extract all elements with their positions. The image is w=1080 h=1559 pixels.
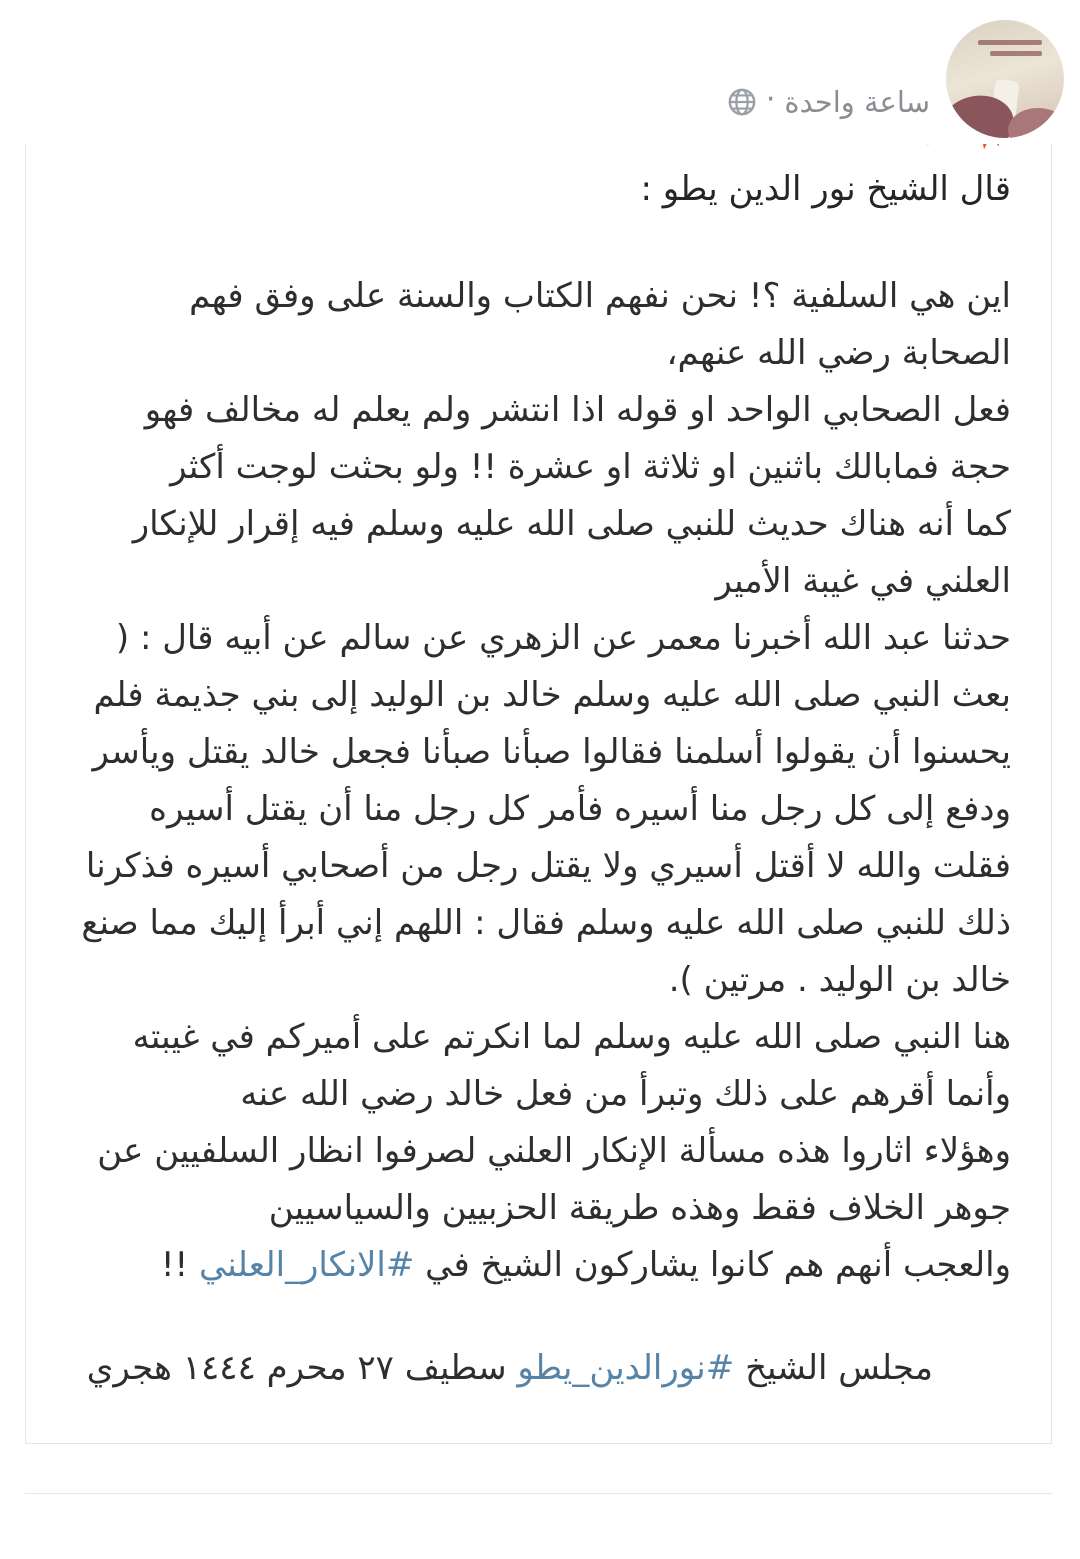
post-hashtag-line xyxy=(78,1237,1011,1294)
next-post-card-edge xyxy=(25,1493,1052,1504)
post-header xyxy=(0,72,1080,144)
post-intro-line: قال الشيخ نور الدين يطو : xyxy=(640,169,1011,209)
avatar-detail xyxy=(978,40,1042,45)
post-footer-line xyxy=(78,1340,1011,1397)
meta-separator: · xyxy=(765,82,776,117)
avatar-detail xyxy=(990,51,1042,56)
avatar-detail xyxy=(1008,108,1064,138)
post-body xyxy=(78,268,1011,1397)
hashtag-link[interactable]: #الانكار_العلني xyxy=(198,1245,415,1285)
post-timestamp[interactable]: ساعة واحدة xyxy=(784,85,930,119)
post-meta xyxy=(727,82,930,122)
hashtag-link[interactable]: #نورالدين_يطو xyxy=(517,1348,735,1388)
post-paragraph: وهؤلاء اثاروا هذه مسألة الإنكار العلني لصرفوا انظار السلفيين عن جوهر الخلاف فقط وهذه طريقة الحزبيين والسياسيين xyxy=(97,1131,1011,1228)
footer-text: مجلس الشيخ xyxy=(734,1348,933,1388)
profile-avatar[interactable] xyxy=(946,20,1064,138)
hashtag-line-text: والعجب أنهم هم كانوا يشاركون الشيخ في xyxy=(414,1245,1011,1285)
post-paragraph: كما أنه هناك حديث للنبي صلى الله عليه وسلم فيه إقرار للإنكار العلني في غيبة الأمير xyxy=(132,504,1011,601)
hashtag-line-suffix: !! xyxy=(160,1245,199,1285)
post-card xyxy=(25,72,1052,1444)
footer-suffix: سطيف ٢٧ محرم ١٤٤٤ هجري xyxy=(86,1348,518,1388)
post-paragraph: هنا النبي صلى الله عليه وسلم لما انكرتم على أميركم في غيبته وأنما أقرهم على ذلك وتبرأ من فعل خالد رضي الله عنه xyxy=(132,1017,1011,1114)
globe-privacy-icon xyxy=(727,87,757,117)
post-paragraph: فعل الصحابي الواحد او قوله اذا انتشر ولم يعلم له مخالف فهو حجة فمابالك باثنين او ثلاثة او عشرة !! ولو بحثت لوجت أكثر xyxy=(144,390,1011,487)
post-paragraph: حدثنا عبد الله أخبرنا معمر عن الزهري عن سالم عن أبيه قال : ( بعث النبي صلى الله عليه وسلم خالد بن الوليد إلى بني جذيمة فلم يحسنوا أن يقولوا أسلمنا فقالوا صبأنا صبأنا فجعل خالد يقتل ويأسر ودفع إلى كل رجل منا أسيره فأمر كل رجل منا أن يقتل أسيره فقلت والله لا أقتل أسيري ولا يقتل رجل من أصحابي أسيره فذكرنا ذلك للنبي صلى الله عليه وسلم فقال : اللهم إني أبرأ إليك مما صنع خالد بن الوليد . مرتين ). xyxy=(81,618,1011,1000)
post-paragraph: اين هي السلفية ؟! نحن نفهم الكتاب والسنة على وفق فهم الصحابة رضي الله عنهم، xyxy=(189,276,1011,373)
